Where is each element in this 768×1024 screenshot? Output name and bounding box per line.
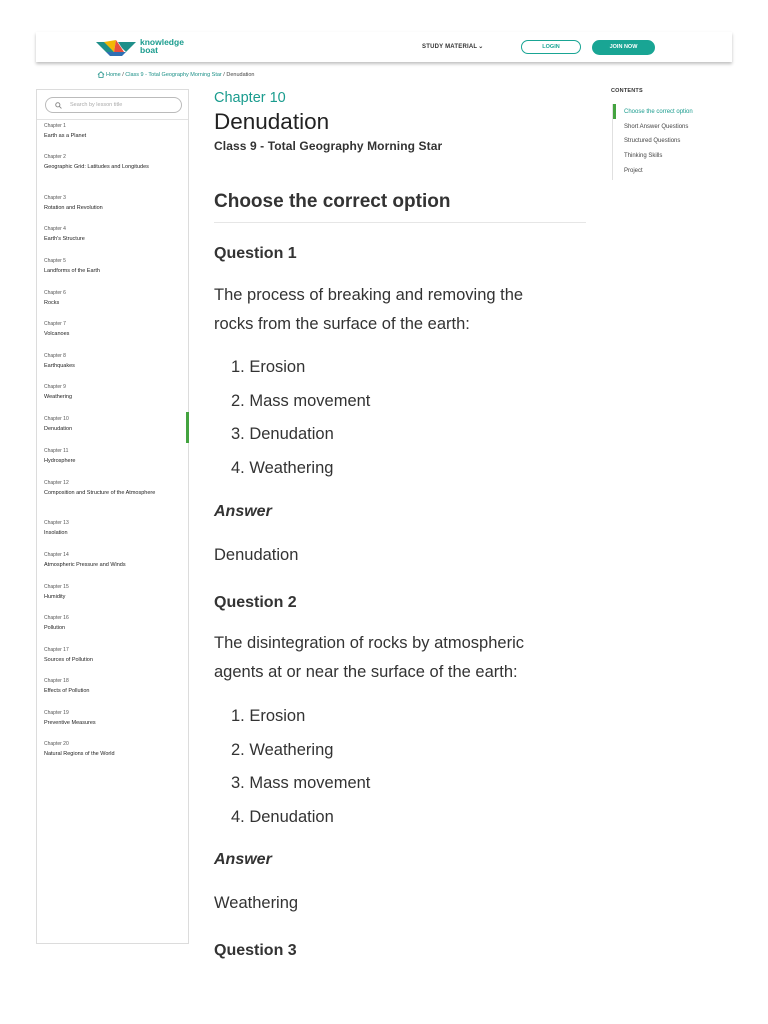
breadcrumb-current: Denudation: [226, 71, 255, 78]
chapter-title: Humidity: [44, 594, 66, 600]
login-button[interactable]: LOGIN: [521, 40, 581, 54]
book-subtitle: Class 9 - Total Geography Morning Star: [214, 139, 443, 153]
option-item: 3. Mass movement: [231, 774, 371, 793]
chapter-number: Chapter 8: [44, 353, 66, 359]
active-chapter-indicator: [186, 412, 189, 443]
toc-item-project[interactable]: Project: [624, 168, 643, 174]
sidebar-item-chapter-8[interactable]: [44, 353, 179, 370]
sidebar-item-chapter-20[interactable]: [44, 741, 179, 758]
question-1-label: Question 1: [214, 245, 297, 262]
sidebar-item-chapter-18[interactable]: [44, 678, 179, 695]
chapter-number: Chapter 9: [44, 384, 66, 390]
chapter-title: Denudation: [44, 426, 73, 432]
question-2-label: Question 2: [214, 594, 297, 611]
toc-item-thinking-skills[interactable]: Thinking Skills: [624, 153, 663, 159]
chapter-title: Composition and Structure of the Atmosphere: [44, 490, 156, 496]
chapter-number: Chapter 14: [44, 552, 69, 558]
sidebar-item-chapter-9[interactable]: [44, 384, 179, 401]
answer-2-label: Answer: [214, 851, 272, 868]
breadcrumb-home[interactable]: Home: [106, 71, 121, 78]
chapter-title: Geographic Grid: Latitudes and Longitudes: [44, 164, 149, 170]
page-title: Denudation: [214, 109, 330, 134]
chapter-title: Landforms of the Earth: [44, 268, 100, 274]
sidebar-item-chapter-1[interactable]: [44, 123, 179, 140]
chapter-number: Chapter 11: [44, 448, 69, 454]
sidebar-item-chapter-17[interactable]: [44, 647, 179, 664]
answer-1-text: Denudation: [214, 546, 299, 564]
sidebar-item-chapter-15[interactable]: [44, 584, 179, 601]
top-navbar: [36, 32, 732, 62]
chevron-down-icon: ⌄: [478, 44, 484, 50]
question-3-label: Question 3: [214, 942, 297, 959]
section-heading: Choose the correct option: [214, 191, 451, 212]
chapter-number: Chapter 19: [44, 710, 69, 716]
chapter-title: Natural Regions of the World: [44, 751, 115, 757]
chapter-title: Volcanoes: [44, 331, 70, 337]
lesson-search[interactable]: [45, 97, 182, 113]
question-1-line-2: rocks from the surface of the earth:: [214, 315, 470, 333]
chapter-title: Hydrosphere: [44, 458, 76, 464]
question-2-text: [214, 629, 586, 687]
knowledgeboat-logo-icon: [96, 38, 136, 56]
sidebar-item-chapter-10[interactable]: [44, 416, 179, 433]
chapter-number: Chapter 13: [44, 520, 69, 526]
sidebar-item-chapter-6[interactable]: [44, 290, 179, 307]
breadcrumb-class[interactable]: Class 9 - Total Geography Morning Star: [125, 71, 222, 78]
search-icon: [55, 102, 62, 109]
home-icon[interactable]: [97, 71, 105, 78]
toc-item-choose-correct-option[interactable]: Choose the correct option: [624, 109, 693, 115]
chapter-number: Chapter 4: [44, 226, 66, 232]
chapter-number: Chapter 12: [44, 480, 69, 486]
study-material-label: STUDY MATERIAL: [422, 44, 478, 50]
question-1-line-1: The process of breaking and removing the: [214, 286, 524, 304]
search-input[interactable]: [70, 100, 170, 110]
chapter-number: Chapter 16: [44, 615, 69, 621]
chapter-title: Preventive Measures: [44, 720, 96, 726]
option-item: 2. Mass movement: [231, 391, 371, 410]
logo-wordmark: [140, 38, 184, 54]
option-item: 4. Weathering: [231, 458, 334, 477]
question-1-options: [231, 356, 370, 490]
sidebar-item-chapter-11[interactable]: [44, 448, 179, 465]
chapter-title: Insolation: [44, 530, 68, 536]
sidebar-item-chapter-3[interactable]: [44, 195, 179, 212]
answer-1-label: Answer: [214, 503, 272, 520]
question-2-options: [231, 705, 370, 839]
chapter-number: Chapter 15: [44, 584, 69, 590]
chapter-number: Chapter 3: [44, 195, 66, 201]
chapter-title: Rotation and Revolution: [44, 205, 103, 211]
chapter-title: Sources of Pollution: [44, 657, 93, 663]
sidebar-item-chapter-7[interactable]: [44, 321, 179, 338]
chapter-title: Pollution: [44, 625, 66, 631]
chapter-number: Chapter 10: [44, 416, 69, 422]
option-item: 2. Weathering: [231, 740, 334, 759]
sidebar-item-chapter-12[interactable]: [44, 480, 179, 497]
sidebar-item-chapter-13[interactable]: [44, 520, 179, 537]
chapter-number: Chapter 18: [44, 678, 69, 684]
active-toc-indicator: [613, 104, 616, 119]
option-item: 1. Erosion: [231, 707, 306, 725]
toc-item-short-answer[interactable]: Short Answer Questions: [624, 124, 689, 130]
question-2-line-1: The disintegration of rocks by atmospheric: [214, 634, 524, 652]
sidebar-item-chapter-5[interactable]: [44, 258, 179, 275]
breadcrumb-sep: /: [221, 71, 227, 78]
chapter-title: Weathering: [44, 394, 73, 400]
breadcrumb: [97, 71, 255, 78]
chapter-number: Chapter 7: [44, 321, 66, 327]
chapter-sidebar: [36, 89, 189, 944]
sidebar-item-chapter-2[interactable]: [44, 154, 179, 171]
join-now-button[interactable]: JOIN NOW: [592, 40, 655, 55]
sidebar-item-chapter-4[interactable]: [44, 226, 179, 243]
option-item: 1. Erosion: [231, 358, 306, 376]
divider: [37, 119, 188, 120]
sidebar-item-chapter-16[interactable]: [44, 615, 179, 632]
toc-item-structured-questions[interactable]: Structured Questions: [624, 138, 681, 144]
chapter-number: Chapter 6: [44, 290, 66, 296]
chapter-title: Earth's Structure: [44, 236, 85, 242]
chapter-title: Effects of Pollution: [44, 688, 90, 694]
chapter-number: Chapter 17: [44, 647, 69, 653]
option-item: 3. Denudation: [231, 425, 334, 444]
site-logo[interactable]: [96, 37, 188, 57]
sidebar-item-chapter-19[interactable]: [44, 710, 179, 727]
chapter-number: Chapter 5: [44, 258, 66, 264]
sidebar-item-chapter-14[interactable]: [44, 552, 179, 569]
chapter-number: Chapter 1: [44, 123, 66, 129]
divider: [214, 222, 586, 223]
chapter-label: Chapter 10: [214, 90, 286, 106]
contents-heading: CONTENTS: [611, 88, 643, 94]
chapter-number: Chapter 20: [44, 741, 69, 747]
study-material-menu[interactable]: [422, 43, 483, 50]
breadcrumb-sep: /: [120, 71, 126, 78]
chapter-title: Earth as a Planet: [44, 133, 87, 139]
logo-line1: knowledge: [140, 37, 184, 47]
chapter-number: Chapter 2: [44, 154, 66, 160]
chapter-title: Atmospheric Pressure and Winds: [44, 562, 126, 568]
chapter-title: Earthquakes: [44, 363, 75, 369]
table-of-contents: [612, 104, 723, 180]
question-1-text: [214, 281, 586, 339]
logo-line2: boat: [140, 45, 158, 55]
question-2-line-2: agents at or near the surface of the earth:: [214, 663, 518, 681]
chapter-title: Rocks: [44, 300, 60, 306]
answer-2-text: Weathering: [214, 894, 299, 912]
option-item: 4. Denudation: [231, 807, 334, 826]
